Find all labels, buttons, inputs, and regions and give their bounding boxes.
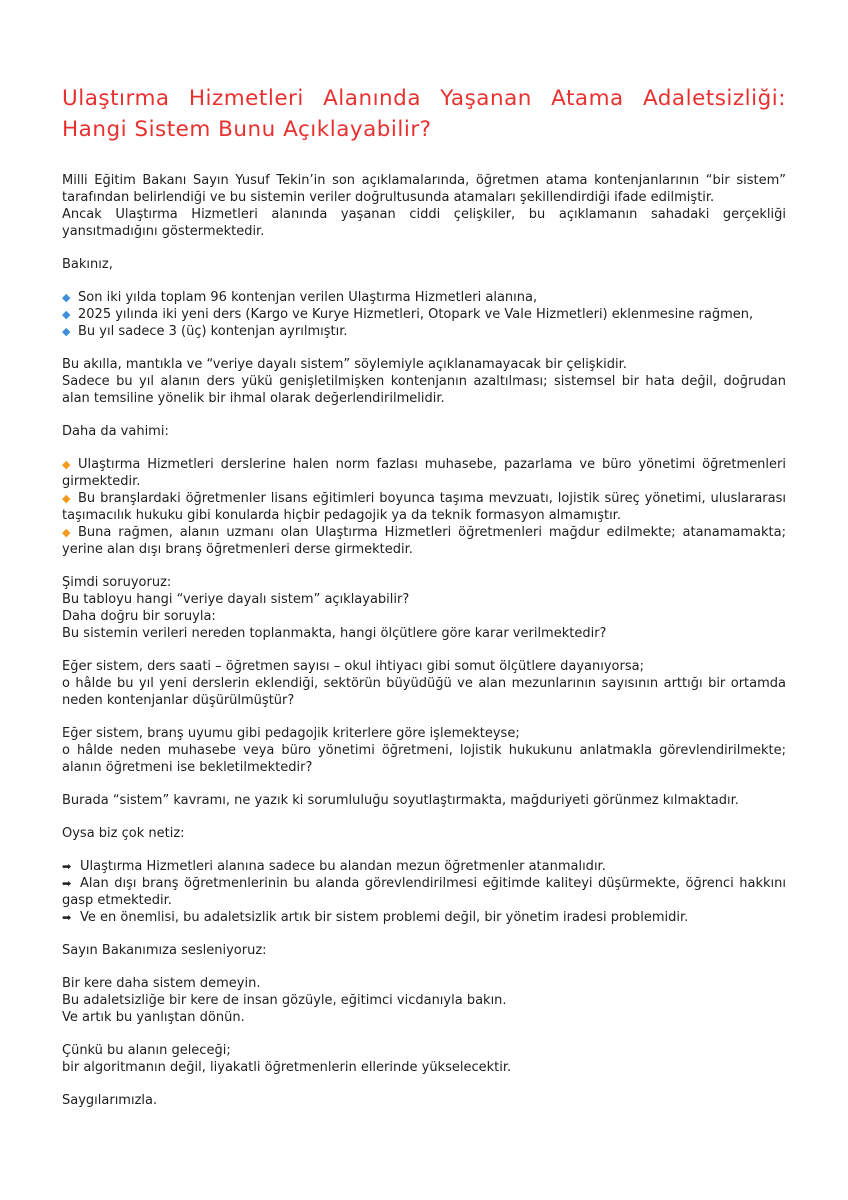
address-line: Sayın Bakanımıza sesleniyoruz: (62, 943, 267, 958)
list-item (62, 875, 786, 909)
contradiction-paragraph (62, 356, 786, 407)
paragraph-line: o hâlde neden muhasebe veya büro yönetimi öğretmeni, lojistik hukukunu anlatmakla görevlendirilmekte; alanın öğretmeni ise bekletilmektedir? (62, 743, 786, 775)
facts-list (62, 289, 786, 340)
pedagogic-paragraph (62, 725, 786, 776)
paragraph-line: Sadece bu yıl alanın ders yükü genişletilmişken kontenjanın azaltılması; sistemsel bir hata değil, doğrudan alan temsiline yönelik bir ihmal olarak değerlendirilmelidir. (62, 374, 786, 406)
list-item (62, 306, 786, 323)
paragraph-line: Eğer sistem, ders saati – öğretmen sayısı – okul ihtiyacı gibi somut ölçütlere dayanıyorsa; (62, 659, 644, 674)
diamond-icon: ◆ (62, 325, 71, 338)
diamond-icon: ◆ (62, 458, 71, 471)
paragraph-line: o hâlde bu yıl yeni derslerin eklendiği, sektörün büyüdüğü ve alan mezunlarının sayısının arttığı bir ortamda neden kontenjanlar düşürülmüştür? (62, 676, 786, 708)
page-title: Ulaştırma Hizmetleri Alanında Yaşanan Atama Adaletsizliği: Hangi Sistem Bunu Açıklayabilir? (62, 86, 786, 142)
paragraph-line: Bu adaletsizliğe bir kere de insan gözüyle, eğitimci vicdanıyla bakın. (62, 993, 507, 1008)
list-item-text: Alan dışı branş öğretmenlerinin bu alanda görevlendirilmesi eğitimde kaliteyi düşürmekte, öğrenci hakkını gasp etmektedir. (62, 876, 786, 908)
intro-paragraph (62, 172, 786, 240)
paragraph-line: Bir kere daha sistem demeyin. (62, 976, 261, 991)
appeal-paragraph (62, 975, 786, 1026)
list-item-text: Son iki yılda toplam 96 kontenjan verilen Ulaştırma Hizmetleri alanına, (78, 290, 538, 305)
paragraph-line: Bu tabloyu hangi “veriye dayalı sistem” açıklayabilir? (62, 592, 410, 607)
issues-list (62, 456, 786, 558)
arrow-right-icon: ➡ (62, 860, 72, 873)
list-item (62, 524, 786, 558)
list-item-text: 2025 yılında iki yeni ders (Kargo ve Kurye Hizmetleri, Otopark ve Vale Hizmetleri) eklenmesine rağmen, (78, 307, 754, 322)
diamond-icon: ◆ (62, 492, 71, 505)
list-item (62, 456, 786, 490)
demands-list (62, 858, 786, 926)
paragraph-line: Çünkü bu alanın geleceği; (62, 1043, 231, 1058)
list-item (62, 858, 786, 875)
oysa-label: Oysa biz çok netiz: (62, 826, 185, 841)
list-item-text: Bu branşlardaki öğretmenler lisans eğitimleri boyunca taşıma mevzuatı, lojistik süreç yönetimi, uluslararası taşımacılık hukuku gibi konularda hiçbir pedagojik ya da teknik formasyon almamıştır. (62, 491, 786, 523)
future-paragraph (62, 1042, 786, 1076)
diamond-icon: ◆ (62, 291, 71, 304)
arrow-right-icon: ➡ (62, 877, 72, 890)
paragraph-line: Eğer sistem, branş uyumu gibi pedagojik kriterlere göre işlemekteyse; (62, 726, 520, 741)
diamond-icon: ◆ (62, 526, 71, 539)
burada-paragraph: Burada “sistem” kavramı, ne yazık ki sorumluluğu soyutlaştırmakta, mağduriyeti görünmez kılmaktadır. (62, 793, 739, 808)
list-item (62, 323, 786, 340)
list-item-text: Ulaştırma Hizmetleri alanına sadece bu alandan mezun öğretmenler atanmalıdır. (80, 859, 606, 874)
list-item (62, 490, 786, 524)
intro-line: Milli Eğitim Bakanı Sayın Yusuf Tekin’in son açıklamalarında, öğretmen atama kontenjanlarının “bir sistem” tarafından belirlendiği ve bu sistemin veriler doğrultusunda atamaları şekillendirdiği ifade edilmiştir. (62, 173, 786, 205)
list-item-text: Ve en önemlisi, bu adaletsizlik artık bir sistem problemi değil, bir yönetim iradesi problemidir. (80, 910, 689, 925)
paragraph-line: Bu akılla, mantıkla ve “veriye dayalı sistem” söylemiyle açıklanamayacak bir çelişkidir. (62, 357, 627, 372)
paragraph-line: Ve artık bu yanlıştan dönün. (62, 1010, 245, 1025)
paragraph-line: Şimdi soruyoruz: (62, 575, 172, 590)
list-item (62, 909, 786, 926)
arrow-right-icon: ➡ (62, 911, 72, 924)
intro-line: Ancak Ulaştırma Hizmetleri alanında yaşanan ciddi çelişkiler, bu açıklamanın sahadaki gerçekliği yansıtmadığını göstermektedir. (62, 207, 786, 239)
diamond-icon: ◆ (62, 308, 71, 321)
paragraph-line: bir algoritmanın değil, liyakatli öğretmenlerin ellerinde yükselecektir. (62, 1060, 512, 1075)
bakiniz-label: Bakınız, (62, 257, 113, 272)
daha-da-vahimi-label: Daha da vahimi: (62, 424, 169, 439)
paragraph-line: Daha doğru bir soruyla: (62, 609, 216, 624)
criteria-paragraph (62, 658, 786, 709)
closing-line: Saygılarımızla. (62, 1093, 158, 1108)
list-item-text: Buna rağmen, alanın uzmanı olan Ulaştırma Hizmetleri öğretmenleri mağdur edilmekte; atanamamakta; yerine alan dışı branş öğretmenleri derse girmektedir. (62, 525, 786, 557)
questions-paragraph (62, 574, 786, 642)
list-item-text: Bu yıl sadece 3 (üç) kontenjan ayrılmıştır. (78, 324, 348, 339)
list-item (62, 289, 786, 306)
paragraph-line: Bu sistemin verileri nereden toplanmakta, hangi ölçütlere göre karar verilmektedir? (62, 626, 607, 641)
list-item-text: Ulaştırma Hizmetleri derslerine halen norm fazlası muhasebe, pazarlama ve büro yönetimi öğretmenleri girmektedir. (62, 457, 786, 489)
